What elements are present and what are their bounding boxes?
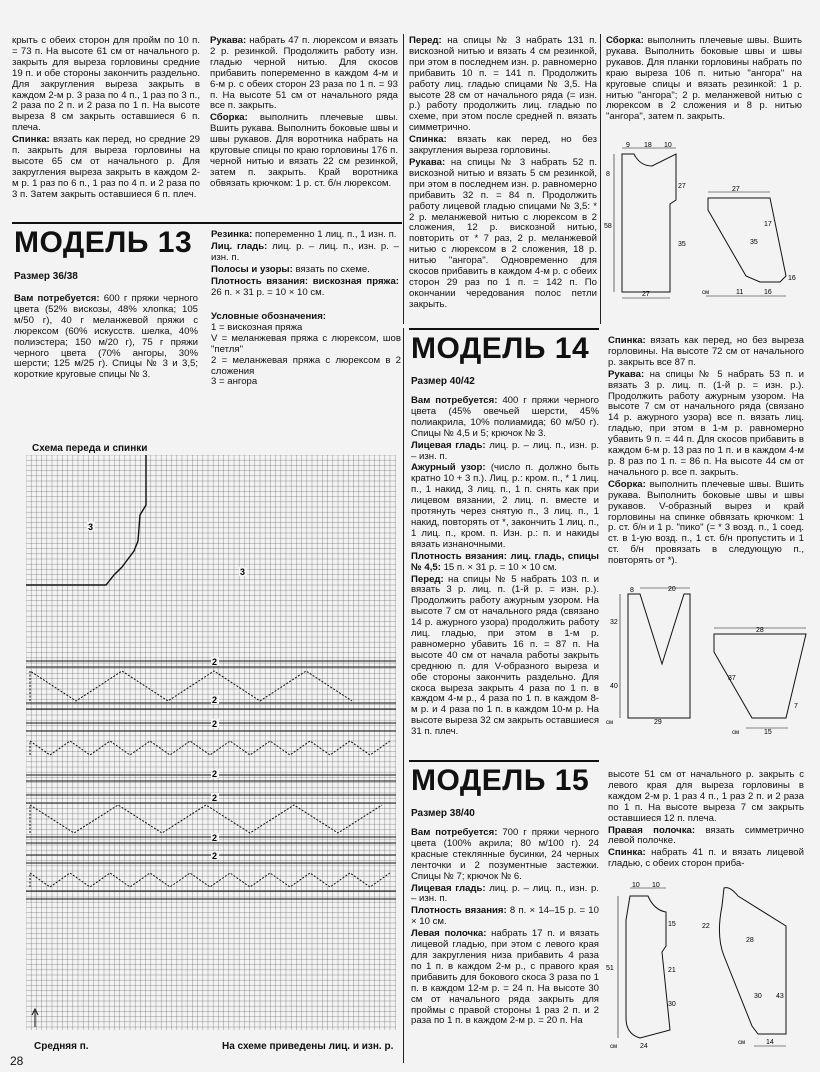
legend-item: 1 = вискозная пряжа (211, 321, 303, 333)
paragraph-body: вязать как перед, но без закругления выреза горловины. (409, 134, 597, 157)
model15-right-text (608, 770, 804, 871)
dim-label: 16 (764, 289, 772, 296)
dim-label: 51 (606, 965, 614, 972)
paragraph (608, 826, 804, 848)
dim-label: 21 (668, 967, 676, 974)
paragraph-body: (число п. должно быть кратно 10 + 3 п.). Лиц. р.: кром. п., * 1 лиц. п., 1 накид, 3 лиц. п., 1 п. снять как при лицевом вязании, 2 лиц. п. вместе и протянуть через снятую п., 3 лиц. п., 1 накид, повторять от *, закончить 1 лиц. п., 1 лиц. п., кром. п. Изн. р.: п. и накиды вязать изнаночными. (411, 462, 599, 550)
paragraph-lead: Вам потребуется: (411, 395, 498, 406)
dim-label: 10 (632, 882, 640, 889)
center-arrow-icon (32, 1009, 38, 1027)
paragraph-lead: Рукава: (210, 35, 247, 46)
paragraph (411, 575, 599, 739)
model14-top-rule (409, 328, 599, 330)
dim-label: 20 (668, 586, 676, 593)
paragraph-body: на спицы № 3 набрать 131 п. вискозной нитью и вязать 4 см резинкой, при этом в последнем изн. р. равномерно прибавить 10 п. = 141 п. Продолжить работу лиц. гладью спицами № 3,5. На высоте 28 см от начального ряда (= изн. р.) работу продолжить лиц. гладью по схеме, при этом после средней п. вязать симметрично. (409, 35, 597, 134)
model14-sleeve-schematic (706, 624, 816, 736)
dim-label: 35 (750, 239, 758, 246)
model14-left-text (411, 396, 599, 739)
paragraph (606, 36, 802, 123)
chart-zigzag (30, 741, 390, 755)
paragraph (409, 36, 597, 134)
dim-label: 27 (642, 291, 650, 298)
paragraph-body: на спицы № 3 набрать 52 п. вискозной нитью и вязать 5 см резинкой, при этом в последнем изн. р. равномерно прибавить 32 п. = 84 п. Продолжить работу лицевой гладью спицами № 3,5: * 2 р. меланжевой нитью с люрексом в 2 сложения, 12 р. вискозной нитью, повторить от * 7 раз, 2 р. меланжевой нитью с люрексом в 2 сложения, 18 р. нитью "ангора". Одновременно для скосов прибавить в каждом 4-м р. с обеих сторон 29 раз по 1 п. = 142 п. По окончании чередования полос петли закрыть. (409, 156, 597, 310)
dim-label: 22 (702, 923, 710, 930)
paragraph-lead: Перед: (409, 35, 442, 46)
paragraph-lead: Плотность вязания: вискозная пряжа: (211, 275, 399, 287)
model13-sleeve-schematic (700, 186, 810, 302)
paragraph-body: набрать 41 п. и вязать лицевой гладью, с обеих сторон приба- (608, 847, 804, 870)
col4-top-text (606, 36, 802, 124)
paragraph-lead: Сборка: (210, 112, 248, 124)
knitting-chart (26, 455, 396, 1030)
chart-grid (26, 455, 396, 1030)
paragraph-body: выполнить плечевые швы. Вшить рукава. Выполнить боковые швы и швы рукавов. V-образный вырез и край горловины на спинке обвязать крючком: 1 р. ст. б/н и 1 р. "пико" (= * 3 возд. п., 1 соед. ст. в 1-ую возд. п., 1 ст. б/н пропустить и 1 ст. б/н провязать в следующую п., повторять от *). (608, 478, 804, 567)
dim-label: 14 (766, 1039, 774, 1046)
model15-left-text (411, 828, 599, 1028)
paragraph (211, 265, 399, 276)
paragraph-lead: Ажурный узор: (411, 462, 486, 474)
legend-item: 3 = ангора (211, 376, 258, 388)
dim-label: 18 (644, 142, 652, 149)
paragraph-body: вязать как перед, но без выреза горловины. На высоте 72 см от начального р. закрыть все 87 п. (608, 335, 804, 368)
model13-legend (211, 312, 401, 388)
model13-front-schematic (604, 142, 700, 302)
paragraph-body: набрать 17 п. и вязать лицевой гладью, при этом с левого края для закругления низа прибавить 4 раза по 1 п. в каждом 2-м р., с правого края прибавить для бокового скоса 3 раза по 1 п. в каждом 12-м р. = 24 п. На высоте 30 см от начального ряда закрыть для проймы с правой стороны 1 раз 2 п. и 2 раза по 1 п. в каждом 2-м р. = 20 п. На (411, 928, 599, 1027)
paragraph-body: лиц. р. – лиц. п., изн. р. – изн. п. (411, 439, 599, 462)
paragraph-lead: Сборка: (606, 35, 644, 46)
paragraph-lead: Лицевая гладь: (411, 882, 486, 894)
paragraph-lead: Рукава: (608, 368, 645, 380)
paragraph (211, 242, 399, 264)
paragraph-body: набрать 47 п. люрексом и вязать 2 р. резинкой. Продолжить работу изн. гладью черной нитью. Для скосов прибавить попеременно в каждом 4-м и 6-м р. с обеих сторон 23 раза по 1 п. = 93 п. На высоте 51 см от начального ряда все п. закрыть. (210, 35, 398, 112)
dim-label: см (732, 730, 740, 736)
paragraph-body: 15 п. × 31 р. = 10 × 10 см. (440, 561, 557, 573)
paragraph-body: на спицы № 5 набрать 53 п. и вязать 3 р. лиц. п. (1-й р. = изн. р.). Продолжить работу ажурным узором. На высоте 7 см от начального ряда (связано 14 р. ажурного узора) все п. вязать лиц. гладью, при этом в 1-м р. равномерно убавить 9 п. = 44 п. Для скосов прибавить в каждом 6-м р. 13 раз по 1 п. и в каждом 4-м р. 8 раз по 1 п. = 86 п. На высоте 44 см от начального р. все п. закрыть. (608, 368, 804, 478)
dim-label: 37 (728, 675, 736, 682)
paragraph (411, 929, 599, 1027)
dim-label: 27 (678, 183, 686, 190)
model13-needs (14, 294, 198, 382)
dim-label: 24 (640, 1043, 648, 1050)
paragraph-body: 700 г пряжи черного цвета (100% акрила; 80 м/100 г). 24 красные стеклянные бусинки, 24 черных ленточки и 2 позументные застежки. Спицы № 7; крючок № 6. (411, 827, 599, 882)
col2-top-text (210, 36, 398, 191)
col1-top-text (12, 36, 200, 202)
scheme-title: Схема переда и спинки (32, 443, 148, 454)
paragraph-lead: Полосы и узоры: (211, 263, 293, 275)
dim-label: 30 (668, 1001, 676, 1008)
legend-item: 2 = меланжевая пряжа с люрексом в 2 сложения (211, 354, 401, 377)
paragraph-body: вязать по схеме. (292, 263, 370, 275)
paragraph-body: лиц. р. – лиц. п., изн. р. – изн. п. (411, 882, 599, 905)
model14-title: МОДЕЛЬ 14 (411, 332, 590, 365)
paragraph (411, 441, 599, 463)
dim-label: 28 (756, 627, 764, 634)
dim-label: 7 (794, 703, 798, 710)
chart-zigzag (30, 873, 390, 887)
paragraph-lead: Спинка: (608, 335, 646, 346)
model15-sleeve-schematic (694, 876, 806, 1052)
dim-label: 15 (764, 729, 772, 736)
dim-label: 17 (764, 221, 772, 228)
model15-top-rule (409, 760, 599, 762)
model14-right-text (608, 336, 804, 568)
paragraph (411, 884, 599, 906)
paragraph (211, 277, 399, 299)
chart-mark: 3 (240, 567, 246, 577)
dim-label: 27 (732, 186, 740, 193)
dim-label: см (738, 1040, 746, 1046)
paragraph (210, 113, 398, 189)
model15-size: Размер 38/40 (411, 808, 475, 819)
paragraph-lead: Спинка: (608, 847, 646, 859)
paragraph (14, 294, 198, 381)
paragraph-lead: Плотность вязания: лиц. гладь, спицы № 4,5: (411, 550, 599, 573)
paragraph-lead: Плотность вязания: (411, 905, 507, 917)
paragraph-lead: Резинка: (211, 229, 253, 240)
paragraph-lead: Лицевая гладь: (411, 439, 486, 451)
paragraph-lead: Вам потребуется: (411, 827, 498, 838)
chart-mark: 2 (212, 695, 218, 705)
armhole-outline (26, 455, 146, 585)
dim-label: 28 (746, 937, 754, 944)
dim-label: 58 (604, 223, 612, 230)
chart-mark: 2 (212, 769, 218, 779)
paragraph-body: выполнить плечевые швы. Вшить рукава. Выполнить боковые швы и швы рукавов. Для воротника набрать на круговые спицы по краю горловины 176 п. черной нитью и вязать 22 см резинкой, затем п. закрыть. Край воротника обвязать крючком: 1 р. ст. б/н люрексом. (210, 112, 398, 189)
paragraph-body: на спицы № 5 набрать 103 п. и вязать 3 р. лиц. п. (1-й р. = изн. р.). Продолжить работу ажурным узором. На высоте 7 см от начального ряда (связано 14 р. ажурного узора) продолжить работу лиц. гладью, при этом в 1-м р. равномерно убавить 16 п. = 87 п. На высоте 40 см от начала работы закрыть среднюю п. для V-образного выреза и обе стороны закончить раздельно. Для скоса выреза закрыть 4 раза по 1 п. в каждом 4-м р., 4 раза по 1 п. в каждом 8-м р. и 4 раза по 1 п. в каждом 10-м р. На высоте выреза 32 см закрыть оставшиеся 31 п. плеч. (411, 573, 600, 738)
paragraph-body: 600 г пряжи черного цвета (52% вискозы, 48% хлопка; 105 м/50 г), 40 г меланжевой пряжи с люрексом (60% искусств. шелка, 40% полиэстера; 150 м/20 г), 75 г пряжи черного цвета (70% ангоры, 30% шерсти; 125 м/25 г). Спицы № 3 и 3,5; короткие круговые спицы № 3. (14, 293, 198, 381)
model13-right-text (211, 230, 399, 299)
dim-label: 40 (610, 683, 618, 690)
paragraph-lead: Лиц. гладь: (211, 240, 268, 252)
paragraph-lead: Спинка: (409, 134, 447, 146)
dim-label: 10 (664, 142, 672, 149)
paragraph (12, 36, 200, 134)
paragraph (411, 463, 599, 550)
paragraph-lead: Правая полочка: (608, 824, 696, 836)
dim-label: 11 (736, 289, 744, 296)
model13-title: МОДЕЛЬ 13 (14, 226, 193, 259)
paragraph (411, 552, 599, 574)
model13-size: Размер 36/38 (14, 271, 78, 282)
scheme-bottom-left: Средняя п. (34, 1041, 89, 1052)
paragraph-body: 26 п. × 31 р. = 10 × 10 см. (211, 286, 325, 298)
paragraph (211, 230, 399, 241)
paragraph (608, 480, 804, 567)
dim-label: 16 (788, 275, 796, 282)
col3-top-text (409, 36, 597, 312)
paragraph-body: крыть с обеих сторон для пройм по 10 п. = 73 п. На высоте 61 см от начального р. закрыть для выреза горловины средние 19 п. и обе стороны закончить раздельно. Для закругления выреза закрыть в каждом 2-м р. 3 раза по 4 п., 1 раз по 3 п., 2 раза по 2 п. и 2 раза по 1 п. На высоте выреза 8 см закрыть оставшиеся 6 п. плеча. (12, 35, 200, 134)
paragraph-lead: Рукава: (409, 156, 446, 168)
paragraph-lead: Перед: (411, 573, 444, 585)
model15-title: МОДЕЛЬ 15 (411, 764, 590, 797)
column-divider (600, 34, 601, 324)
paragraph (409, 158, 597, 311)
paragraph-lead: Сборка: (608, 478, 646, 490)
paragraph (411, 906, 599, 928)
dim-label: 8 (606, 171, 610, 178)
paragraph-lead: Спинка: (12, 134, 50, 146)
paragraph-body: вязать как перед, но средние 29 п. закрыть для выреза горловины на высоте 65 см от начального р. Для закругления выреза закрыть в каждом 2-м р. 1 раз по 6 п., 1 раз по 4 п. и 2 раза по 3 п. Затем закрыть оставшиеся 6 п. плеч. (12, 134, 200, 200)
paragraph-lead: Левая полочка: (411, 928, 487, 940)
dim-label: 9 (626, 142, 630, 149)
dim-label: 8 (630, 587, 634, 594)
dim-label: 15 (668, 921, 676, 928)
paragraph-body: 8 п. × 14–15 р. = 10 × 10 см. (411, 905, 599, 928)
model15-front-schematic (604, 880, 690, 1052)
paragraph (12, 135, 200, 200)
legend-item: V = меланжевая пряжа с люрексом, шов "петля" (211, 332, 401, 355)
scheme-bottom-right: На схеме приведены лиц. и изн. р. (222, 1041, 394, 1052)
chart-mark: 2 (212, 719, 218, 729)
paragraph-lead: Вам потребуется: (14, 293, 100, 304)
paragraph (608, 848, 804, 870)
chart-mark: 2 (212, 793, 218, 803)
dim-label: 35 (678, 241, 686, 248)
paragraph-body: попеременно 1 лиц. п., 1 изн. п. (252, 229, 397, 240)
model14-front-schematic (606, 584, 706, 724)
paragraph (608, 370, 804, 479)
dim-label: 32 (610, 619, 618, 626)
dim-label: 30 (754, 993, 762, 1000)
paragraph (608, 336, 804, 369)
paragraph-body: лиц. р. – лиц. п., изн. р. – изн. п. (211, 240, 399, 263)
chart-zigzag (30, 671, 352, 701)
chart-mark: 3 (88, 522, 94, 532)
dim-label: 10 (652, 882, 660, 889)
model13-top-rule (12, 222, 402, 224)
paragraph (411, 396, 599, 440)
paragraph-body: выполнить плечевые швы. Вшить рукава. Выполнить боковые швы и швы рукавов. Для планки горловины набрать по краю выреза 106 п. нитью "ангора" на круговые спицы и вязать резинкой: 1 р. нитью "ангора"; 2 р. меланжевой нитью с люрексом в 2 сложения и 8 р. нитью "ангора", затем п. закрыть. (606, 35, 802, 123)
paragraph (411, 828, 599, 883)
paragraph-body: вязать симметрично левой полочке. (608, 824, 804, 847)
paragraph (409, 135, 597, 157)
paragraph-body: 400 г пряжи черного цвета (45% овечьей шерсти, 45% полиакрила, 10% полиамида; 60 м/50 г). Спицы № 4,5 и 5; крючок № 3. (411, 395, 599, 439)
legend-title: Условные обозначения: (211, 311, 326, 322)
dim-label: см (606, 720, 614, 724)
column-divider (403, 328, 404, 1063)
dim-label: см (610, 1044, 618, 1050)
dim-label: 43 (776, 993, 784, 1000)
paragraph (210, 36, 398, 112)
chart-mark: 2 (212, 833, 218, 843)
model14-size: Размер 40/42 (411, 376, 475, 387)
dim-label: 29 (654, 719, 662, 724)
page-number: 28 (10, 1054, 24, 1068)
paragraph (608, 770, 804, 825)
paragraph-body: высоте 51 см от начального р. закрыть с левого края для выреза горловины в каждом 2-м р. 1 раз 4 п., 1 раз 2 п. и 2 раза по 1 п. На высоте выреза 7 см закрыть оставшиеся 12 п. плеча. (608, 769, 804, 824)
chart-mark: 2 (212, 657, 218, 667)
column-divider (403, 34, 404, 324)
chart-mark: 2 (212, 851, 218, 861)
dim-label: см (702, 290, 710, 296)
